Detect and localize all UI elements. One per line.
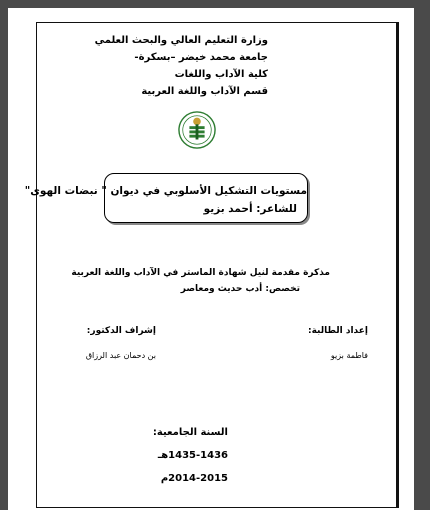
- faculty-line: كلية الآداب واللغات: [174, 69, 268, 80]
- thesis-statement: مذكرة مقدمة لنيل شهادة الماستر في الآداب واللغة العربية: [71, 268, 330, 278]
- academic-year-hijri: 1435-1436هـ: [157, 450, 228, 461]
- student-name: فاطمة بزيو: [330, 351, 368, 360]
- thesis-title-box: [24, 173, 308, 223]
- academic-year-gregorian: 2014-2015م: [160, 473, 228, 484]
- thesis-title-line1: مستويات التشكيل الأسلوبي في ديوان " نبضات الهوى": [24, 185, 307, 197]
- institution-header: [94, 32, 268, 100]
- department-line: قسم الآداب واللغة العربية: [141, 86, 268, 97]
- thesis-info: [71, 265, 330, 297]
- supervisor-label: إشراف الدكتور:: [86, 326, 156, 336]
- student-label: إعداد الطالبة:: [308, 326, 368, 336]
- academic-year-label: السنة الجامعية:: [152, 427, 228, 438]
- supervisor-name: بن دحمان عبد الرزاق: [85, 351, 156, 360]
- specialization: تخصص: أدب حديث ومعاصر: [180, 284, 300, 294]
- ministry-line: وزارة التعليم العالي والبحث العلمي: [94, 35, 268, 46]
- university-line: جامعة محمد خيضر –بسكرة-: [134, 52, 268, 63]
- document-page: [8, 8, 414, 510]
- academic-year: [128, 421, 228, 490]
- thesis-title-line2: للشاعر: أحمد بزيو: [203, 203, 297, 215]
- university-logo-icon: [178, 111, 216, 149]
